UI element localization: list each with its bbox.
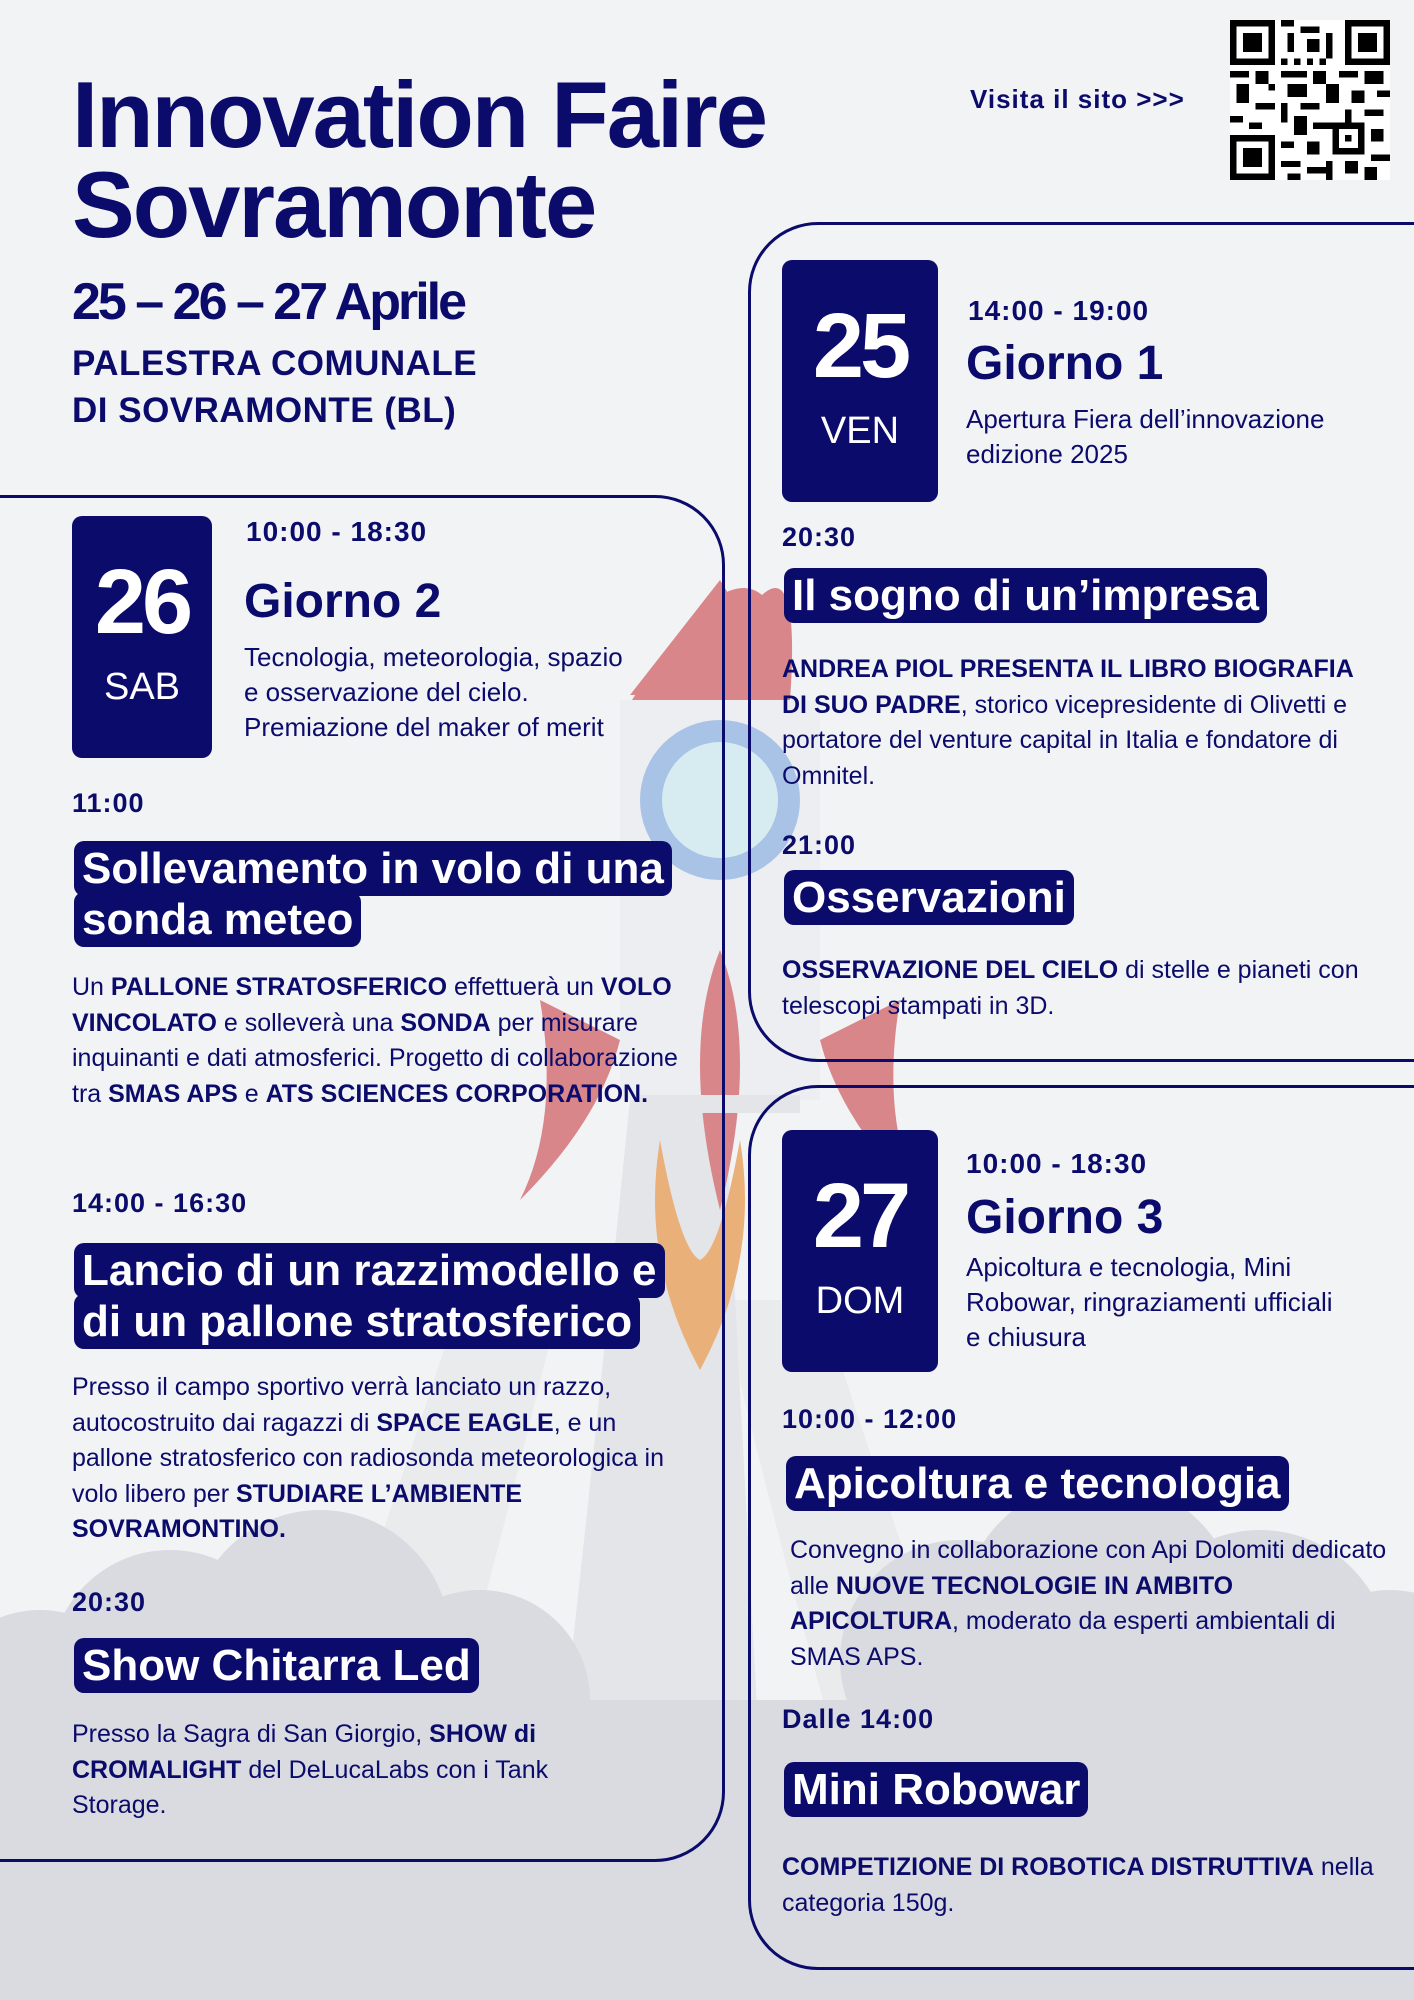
day-2-time: 10:00 - 18:30: [246, 516, 428, 547]
day-3-title: Giorno 3: [966, 1191, 1164, 1244]
event-desc-text: nella categoria 150g.: [782, 1853, 1374, 1917]
event-time: Dalle 14:00: [782, 1704, 935, 1734]
event-desc-bold: OSSERVAZIONE DEL CIELO: [782, 956, 1119, 984]
event-title-label: Apicoltura e tecnologia: [786, 1456, 1289, 1511]
day-3-desc-line-2: Robowar, ringraziamenti ufficiali: [966, 1287, 1333, 1317]
day-1-number: 25: [812, 295, 908, 397]
qr-code-icon[interactable]: [1230, 20, 1390, 180]
event-desc-text: Presso la Sagra di San Giorgio,: [72, 1720, 430, 1748]
page-title: [72, 62, 872, 257]
venue: [72, 340, 477, 434]
event-desc-bold: VOLO VINCOLATO: [72, 973, 672, 1037]
day-1-title: Giorno 1: [966, 337, 1164, 390]
event-desc-bold: NUOVE TECNOLOGIE IN AMBITO APICOLTURA: [790, 1571, 1234, 1635]
day-2-number: 26: [94, 551, 190, 653]
event-desc-text: e solleverà una: [216, 1008, 401, 1037]
day-2-desc-line-1: Tecnologia, meteorologia, spazio: [244, 642, 623, 672]
event-dates: 25 – 26 – 27 Aprile: [72, 273, 465, 331]
event-title: [784, 872, 1344, 923]
event-time: 11:00: [72, 788, 145, 818]
event-title-label: Mini Robowar: [784, 1762, 1088, 1817]
day-1-weekday: VEN: [820, 410, 900, 452]
event-title: [74, 1245, 704, 1347]
event-desc-bold: STUDIARE L’AMBIENTE SOVRAMONTINO.: [72, 1479, 523, 1543]
day-2-title: Giorno 2: [244, 575, 442, 628]
day-3-weekday: DOM: [815, 1280, 905, 1322]
event-desc-text: , storico vicepresidente di Olivetti e portatore del venture capital in Italia e fondatore di Omnitel.: [782, 690, 1348, 790]
event-desc-text: Un: [72, 973, 111, 1001]
event-description: [72, 970, 692, 1112]
event-title: [74, 843, 704, 945]
venue-line-1: PALESTRA COMUNALE: [72, 344, 478, 383]
event-desc-bold: SHOW di CROMALIGHT: [72, 1720, 537, 1784]
day-1-description: [966, 402, 1386, 472]
event-desc-text: effettuerà un: [447, 973, 601, 1001]
day-1-desc-line-1: Apertura Fiera dell’innovazione: [966, 404, 1325, 434]
event-desc-bold: SPACE EAGLE: [376, 1408, 554, 1437]
event-title-label: Show Chitarra Led: [74, 1638, 479, 1693]
event-desc-text: di stelle e pianeti con telescopi stampati in 3D.: [782, 956, 1359, 1020]
event-time: 20:30: [782, 522, 857, 552]
event-title-label: Sollevamento in volo di una sonda meteo: [74, 841, 672, 947]
event-description: [72, 1717, 632, 1824]
event-desc-bold: ATS SCIENCES CORPORATION.: [265, 1079, 649, 1108]
event-desc-text: del DeLucaLabs con i Tank Storage.: [72, 1755, 549, 1819]
day-1-desc-line-2: edizione 2025: [966, 439, 1128, 469]
event-description: [782, 652, 1382, 794]
venue-line-2: DI SOVRAMONTE (BL): [72, 391, 457, 430]
event-title-label: Lancio di un razzimodello e di un pallone stratosferico: [74, 1243, 665, 1349]
event-description: [790, 1533, 1390, 1675]
day-3-desc-line-3: e chiusura: [966, 1322, 1086, 1352]
event-time: 20:30: [72, 1587, 147, 1617]
event-title: [74, 1640, 704, 1691]
event-description: [782, 953, 1382, 1024]
event-desc-text: Convegno in collaborazione con Api Dolomiti dedicato alle: [790, 1536, 1387, 1600]
event-desc-text: , moderato da esperti ambientali di SMAS APS.: [790, 1607, 1336, 1671]
day-1-time: 14:00 - 19:00: [968, 295, 1150, 326]
day-3-time: 10:00 - 18:30: [966, 1148, 1148, 1179]
day-3-number: 27: [812, 1165, 908, 1267]
day-2-description: [244, 640, 664, 745]
visit-site-link[interactable]: Visita il sito >>>: [970, 84, 1185, 114]
day-2-badge: [72, 516, 212, 758]
event-desc-text: per misurare inquinanti e dati atmosferici. Progetto di collaborazione tra: [72, 1008, 678, 1108]
day-1-badge: [782, 260, 938, 502]
event-title-label: Il sogno di un’impresa: [784, 568, 1267, 623]
day-3-desc-line-1: Apicoltura e tecnologia, Mini: [966, 1252, 1292, 1282]
event-desc-text: , e un pallone stratosferico con radiosonda meteorologica in volo libero per: [72, 1408, 665, 1508]
day-2-desc-line-2: e osservazione del cielo.: [244, 677, 529, 707]
event-title-label: Osservazioni: [784, 870, 1074, 925]
event-desc-text: e: [237, 1079, 266, 1108]
event-desc-bold: SMAS APS: [108, 1079, 238, 1108]
event-title: [786, 1458, 1386, 1509]
event-desc-bold: ANDREA PIOL PRESENTA IL LIBRO BIOGRAFIA DI SUO PADRE: [782, 655, 1353, 719]
day-2-desc-line-3: Premiazione del maker of merit: [244, 712, 604, 742]
event-time: 10:00 - 12:00: [782, 1404, 958, 1434]
day-3-badge: [782, 1130, 938, 1372]
title-line-1: Innovation Faire: [72, 62, 766, 167]
event-time: 21:00: [782, 830, 857, 860]
event-desc-bold: PALLONE STRATOSFERICO: [110, 973, 448, 1001]
event-desc-bold: COMPETIZIONE DI ROBOTICA DISTRUTTIVA: [782, 1853, 1314, 1881]
event-description: [782, 1850, 1382, 1921]
event-title: [784, 1764, 1344, 1815]
day-2-weekday: SAB: [103, 666, 181, 708]
title-line-2: Sovramonte: [72, 152, 596, 257]
event-desc-bold: SONDA: [400, 1008, 491, 1037]
event-time: 14:00 - 16:30: [72, 1188, 248, 1218]
event-desc-text: Presso il campo sportivo verrà lanciato un razzo, autocostruito dai ragazzi di: [72, 1373, 612, 1437]
event-description: [72, 1370, 692, 1548]
event-title: [784, 570, 1344, 621]
day-3-description: [966, 1250, 1386, 1355]
